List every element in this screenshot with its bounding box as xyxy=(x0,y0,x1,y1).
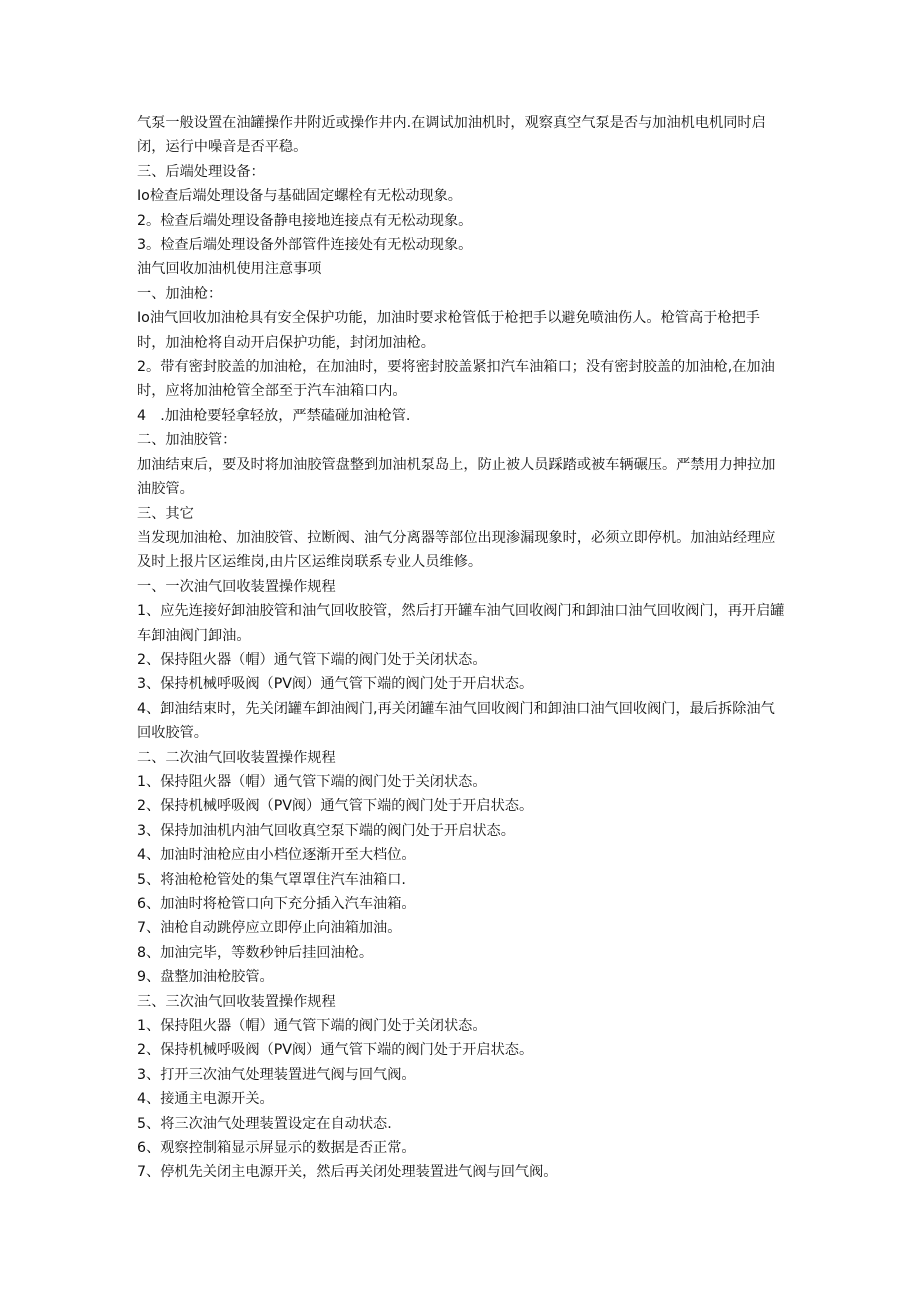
section-title-usage-notes: 油气回收加油机使用注意事项 xyxy=(137,261,322,278)
list-item: 2。检查后端处理设备静电接地连接点有无松动现象。 xyxy=(137,212,473,229)
list-item: 4、加油时油枪应由小档位逐渐开至大档位。 xyxy=(137,847,416,864)
list-item: Io油气回收加油枪具有安全保护功能，加油时要求枪管低于枪把手以避免喷油伤人。枪管高于枪把手时，加油枪将自动开启保护功能，封闭加油枪。 xyxy=(137,310,760,351)
list-item: 2、保持阻火器（帽）通气管下端的阀门处于关闭状态。 xyxy=(137,651,487,668)
list-item: 7、停机先关闭主电源开关，然后再关闭处理装置进气阀与回气阀。 xyxy=(137,1164,558,1181)
paragraph-vacuum-pump-location: 气泵一般设置在油罐操作井附近或操作井内.在调试加油机时，观察真空气泵是否与加油机电机同时启闭，运行中噪音是否平稳。 xyxy=(137,115,766,156)
list-item: 5、将油枪枪管处的集气罩罩住汽车油箱口. xyxy=(137,871,406,888)
document-body xyxy=(137,111,787,1185)
list-item: 7、油枪自动跳停应立即停止向油箱加油。 xyxy=(137,920,402,937)
section-heading-other: 三、其它 xyxy=(137,505,194,522)
list-item: 3、保持加油机内油气回收真空泵下端的阀门处于开启状态。 xyxy=(137,822,515,839)
list-item: 4 .加油枪要轻拿轻放，严禁磕碰加油枪管. xyxy=(137,407,411,424)
list-item: 1、应先连接好卸油胶管和油气回收胶管，然后打开罐车油气回收阀门和卸油口油气回收阀门，再开启罐车卸油阀门卸油。 xyxy=(137,603,785,644)
section-heading-hose: 二、加油胶管： xyxy=(137,432,237,449)
list-item: 2。带有密封胶盖的加油枪，在加油时，要将密封胶盖紧扣汽车油箱口；没有密封胶盖的加油枪,在加油时，应将加油枪管全部至于汽车油箱口内。 xyxy=(137,359,775,400)
section-heading-stage-one: 一、一次油气回收装置操作规程 xyxy=(137,578,336,595)
list-item: 1、保持阻火器（帽）通气管下端的阀门处于关闭状态。 xyxy=(137,773,487,790)
list-item: 8、加油完毕，等数秒钟后挂回油枪。 xyxy=(137,944,374,961)
list-item: 3、保持机械呼吸阀（PV阀）通气管下端的阀门处于开启状态。 xyxy=(137,676,534,693)
list-item: 2、保持机械呼吸阀（PV阀）通气管下端的阀门处于开启状态。 xyxy=(137,1042,534,1059)
list-item: 5、将三次油气处理装置设定在自动状态. xyxy=(137,1115,392,1132)
section-heading-stage-two: 二、二次油气回收装置操作规程 xyxy=(137,749,336,766)
list-item: Io检查后端处理设备与基础固定螺栓有无松动现象。 xyxy=(137,188,462,205)
paragraph-leak-handling: 当发现加油枪、加油胶管、拉断阀、油气分离器等部位出现渗漏现象时，必须立即停机。加油站经理应及时上报片区运维岗,由片区运维岗联系专业人员维修。 xyxy=(137,529,776,571)
paragraph-hose: 加油结束后，要及时将加油胶管盘整到加油机泵岛上，防止被人员踩踏或被车辆碾压。严禁用力抻拉加油胶管。 xyxy=(137,456,776,498)
list-item: 6、加油时将枪管口向下充分插入汽车油箱。 xyxy=(137,896,416,912)
list-item: 4、接通主电源开关。 xyxy=(137,1091,274,1108)
list-item: 4、卸油结束时，先关闭罐车卸油阀门,再关闭罐车油气回收阀门和卸油口油气回收阀门，最后拆除油气回收胶管。 xyxy=(137,700,775,742)
section-heading-backend-equipment: 三、后端处理设备： xyxy=(137,163,265,180)
list-item: 9、盘整加油枪胶管。 xyxy=(137,969,274,986)
list-item: 3、打开三次油气处理装置进气阀与回气阀。 xyxy=(137,1066,416,1083)
list-item: 6、观察控制箱显示屏显示的数据是否正常。 xyxy=(137,1140,416,1157)
section-heading-nozzle: 一、加油枪： xyxy=(137,285,223,302)
list-item: 2、保持机械呼吸阀（PV阀）通气管下端的阀门处于开启状态。 xyxy=(137,798,534,815)
list-item: 3。检查后端处理设备外部管件连接处有无松动现象。 xyxy=(137,237,473,254)
list-item: 1、保持阻火器（帽）通气管下端的阀门处于关闭状态。 xyxy=(137,1018,487,1035)
section-heading-stage-three: 三、三次油气回收装置操作规程 xyxy=(137,993,336,1010)
